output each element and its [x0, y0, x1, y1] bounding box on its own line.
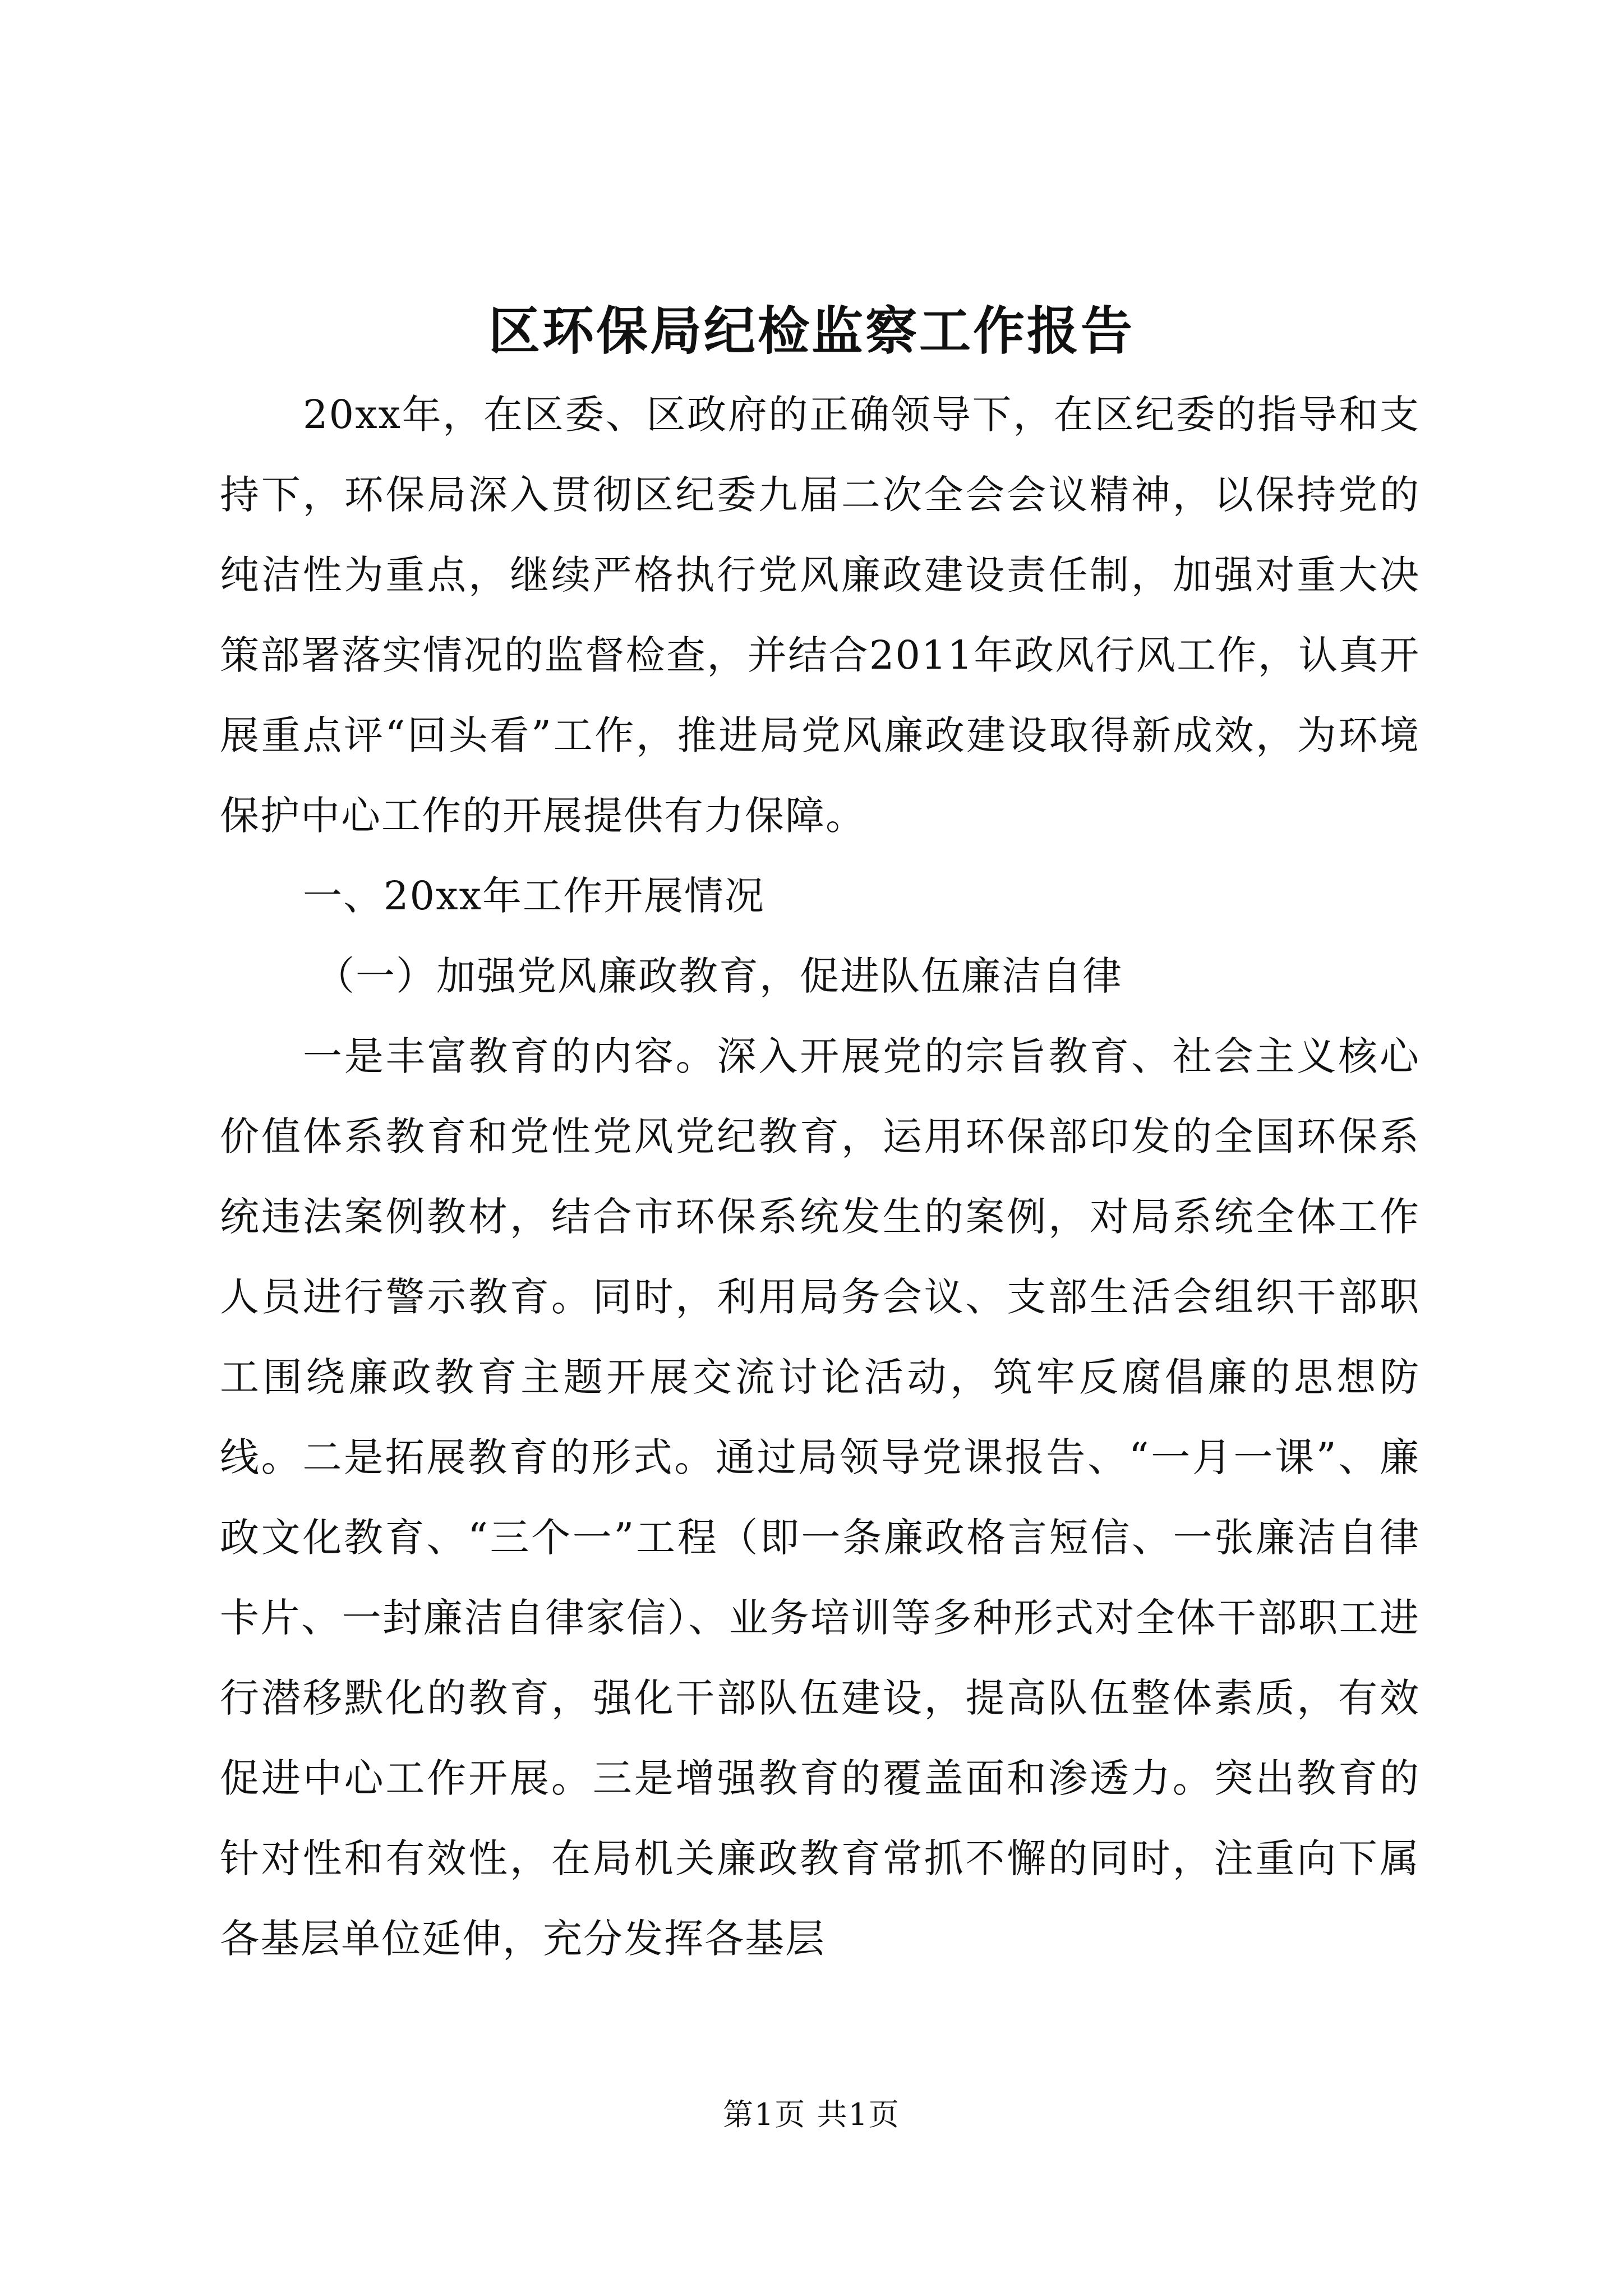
section-heading: 一、20xx年工作开展情况: [303, 873, 766, 919]
document-title: 区环保局纪检监察工作报告: [488, 301, 1135, 361]
document-body: [220, 375, 1420, 1979]
education-paragraph: 一是丰富教育的内容。深入开展党的宗旨教育、社会主义核心价值体系教育和党性党风党纪教育，运用环保部印发的全国环保系统违法案例教材，结合市环保系统发生的案例，对局系统全体工作人员进行警示教育。同时，利用局务会议、支部生活会组织干部职工围绕廉政教育主题开展交流讨论活动，筑牢反腐倡廉的思想防线。二是拓展教育的形式。通过局领导党课报告、“一月一课”、廉政文化教育、“三个一”工程（即一条廉政格言短信、一张廉洁自律卡片、一封廉洁自律家信）、业务培训等多种形式对全体干部职工进行潜移默化的教育，强化干部队伍建设，提高队伍整体素质，有效促进中心工作开展。三是增强教育的覆盖面和渗透力。突出教育的针对性和有效性，在局机关廉政教育常抓不懈的同时，注重向下属各基层单位延伸，充分发挥各基层: [220, 1033, 1420, 1962]
subsection-heading: （一）加强党风廉政教育，促进队伍廉洁自律: [315, 953, 1123, 999]
intro-paragraph: 20xx年，在区委、区政府的正确领导下，在区纪委的指导和支持下，环保局深入贯彻区纪委九届二次全会会议精神，以保持党的纯洁性为重点，继续严格执行党风廉政建设责任制，加强对重大决策部署落实情况的监督检查，并结合2011年政风行风工作，认真开展重点评“回头看”工作，推进局党风廉政建设取得新成效，为环境保护中心工作的开展提供有力保障。: [220, 392, 1420, 839]
page-number-footer: 第1页 共1页: [723, 2097, 900, 2132]
